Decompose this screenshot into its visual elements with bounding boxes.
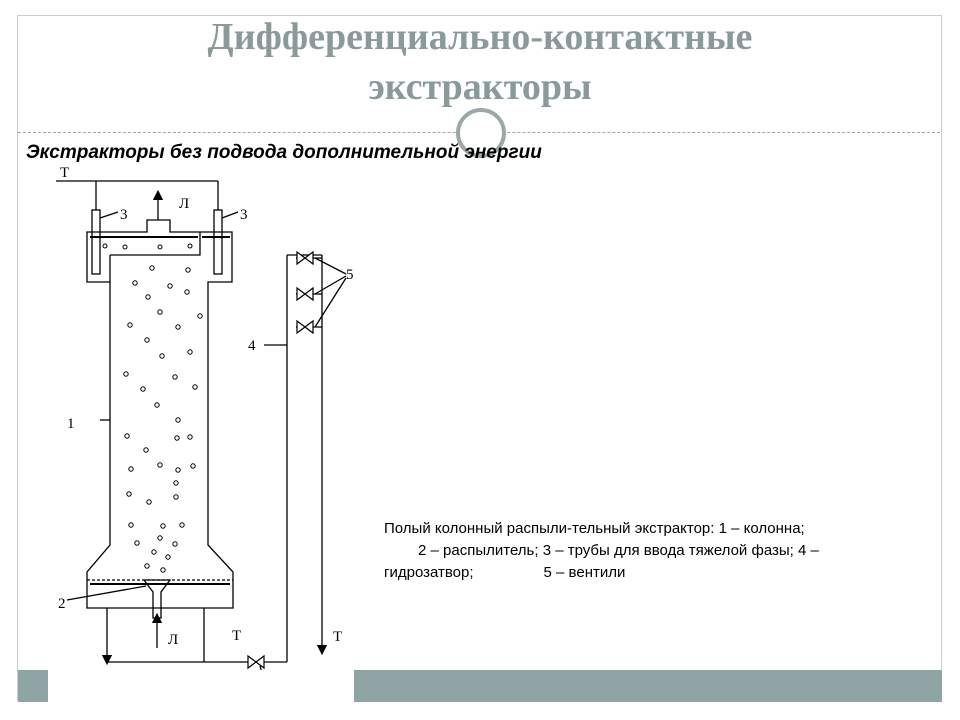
caption-line-3a: гидрозатвор;: [384, 564, 474, 581]
label-seal: 4: [248, 338, 256, 354]
title-line-1: Дифференциально-контактные: [207, 16, 753, 58]
valve-icon: [297, 252, 313, 264]
label-l-top: Л: [179, 196, 190, 212]
valve-icon: [248, 656, 264, 668]
label-sprayer: 2: [58, 596, 66, 612]
valve-icon: [297, 288, 313, 300]
caption-line-3b: 5 – вентили: [543, 564, 626, 581]
tube-right: [214, 210, 222, 274]
caption-line-1: Полый колонный распыли-тельный экстрактор: 1 – колонна;: [384, 520, 805, 537]
label-valves: 5: [346, 267, 354, 283]
caption-line-3: [384, 562, 924, 584]
bottom-bar-gap: [48, 670, 354, 702]
label-column: 1: [67, 416, 75, 432]
column-outline: [87, 220, 233, 608]
label-tube-left: 3: [120, 207, 128, 223]
title-line-2: экстракторы: [368, 66, 592, 108]
slide-subtitle: Экстракторы без подвода дополнительной энергии: [26, 142, 542, 163]
valve-icon: [297, 321, 313, 333]
label-l-bottom: Л: [168, 632, 179, 648]
label-t-right: Т: [333, 629, 343, 645]
label-t-inlet: Т: [60, 165, 70, 181]
caption-line-2: 2 – распылитель; 3 – трубы для ввода тяжелой фазы; 4 –: [418, 542, 819, 559]
label-tube-right: 3: [240, 207, 248, 223]
droplets: [103, 244, 202, 572]
tube-left: [92, 210, 100, 274]
sprayer: [144, 580, 170, 618]
figure-caption: [384, 518, 924, 584]
valve-icons: [248, 252, 313, 668]
label-t-bottom: Т: [232, 628, 242, 644]
